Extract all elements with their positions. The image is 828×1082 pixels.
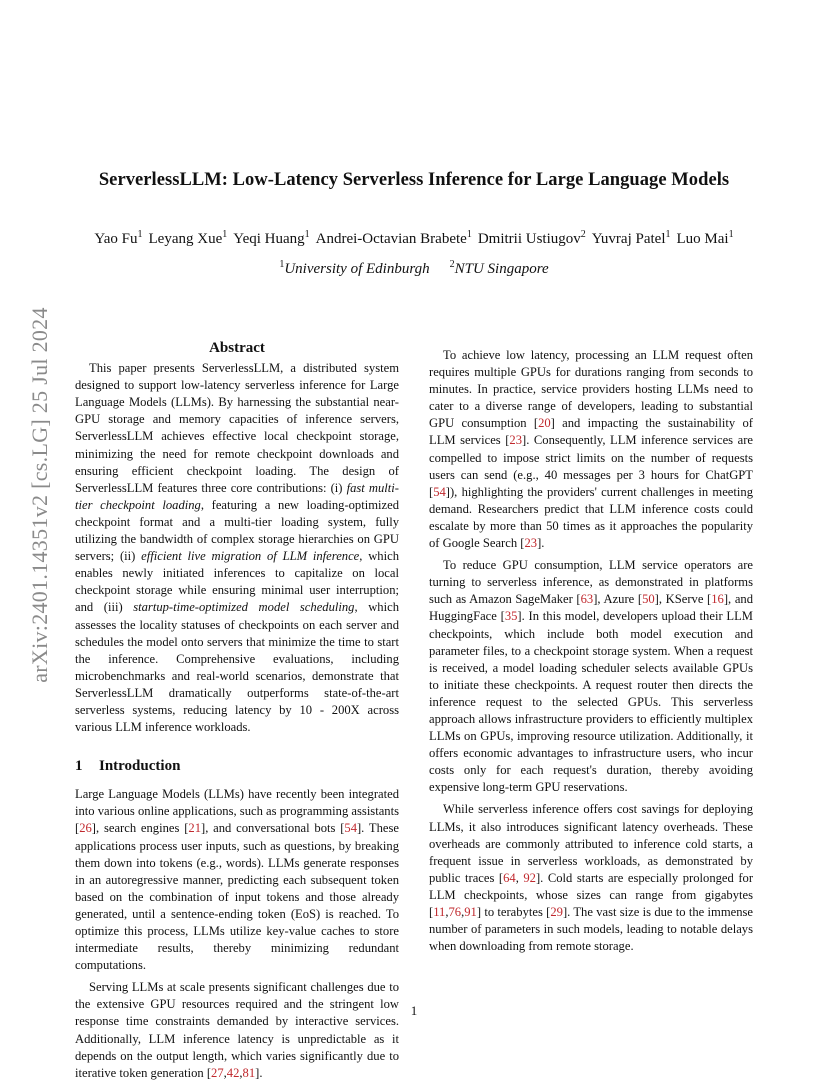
- affiliation-marker: 2: [449, 259, 455, 270]
- citation-link[interactable]: 54: [344, 821, 357, 836]
- citation-link[interactable]: 35: [504, 609, 518, 624]
- citation-link[interactable]: 21: [188, 821, 201, 836]
- author-name: Dmitrii Ustiugov$^2$: [477, 229, 586, 247]
- section-title: Introduction: [99, 758, 181, 775]
- citation-link[interactable]: 23: [524, 536, 538, 551]
- citation-link[interactable]: 42: [226, 1065, 240, 1080]
- intro-paragraph: To achieve low latency, processing an LLM request often requires multiple GPUs for durations ranging from seconds to minutes. In practice, service providers hosting LLMs need to cater to a diverse range of developers, leading to substantial GPU consumption [20] and impacting the sustainability of LLM services [23]. Consequently, LLM inference services are compelled to impose strict limits on the number of requests users can send (e.g., 40 messages per 3 hours for ChatGPT [54]), highlighting the providers' current challenges in meeting demand. Researchers predict that LLM inference costs could escalate by more than 50 times as it approaches the popularity of Google Search [23].: [429, 348, 753, 551]
- citation-link[interactable]: 20: [538, 416, 551, 431]
- section-number: 1: [75, 758, 83, 775]
- intro-paragraph: To reduce GPU consumption, LLM service operators are turning to serverless inference, as demonstrated in platforms such as Amazon SageMaker [63], Azure [50], KServe [16], and HuggingFace [35]. In this model, developers upload their LLM checkpoints, which include both model execution and parameter files, to a checkpoint storage system. When a request is received, a model loading scheduler selects available GPUs to initiate these checkpoints. A request router then directs the inference request to the selected GPUs. This serverless approach allows infrastructure providers to efficiently multiplex LLMs on GPUs, improving resource utilization. Additionally, it offers economic advantages to infrastructure users, who incur costs only for each request's duration, thereby avoiding expensive long-term GPU reservations.: [429, 558, 753, 795]
- citation-link[interactable]: 91: [464, 905, 477, 919]
- citation-link[interactable]: 76: [448, 905, 462, 919]
- citation-link[interactable]: 23: [509, 433, 523, 448]
- citation-link[interactable]: 54: [433, 484, 446, 499]
- page-number: 1: [410, 1003, 418, 1018]
- section-heading-introduction: [75, 758, 399, 775]
- emphasis-text: startup-time-optimized model scheduling: [133, 600, 355, 615]
- citation-link[interactable]: 26: [79, 821, 92, 836]
- author-name: Andrei-Octavian Brabete$^1$: [315, 229, 472, 247]
- left-column: [75, 340, 399, 1082]
- citation-link[interactable]: 81: [242, 1065, 256, 1080]
- citation-link[interactable]: 29: [550, 905, 563, 919]
- intro-paragraph: Large Language Models (LLMs) have recently been integrated into various online applications, such as programming assistants [26], search engines [21], and conversational bots [54]. These applications process user inputs, such as questions, by breaking them down into tokens (e.g., words). LLMs generate responses in an autoregressive manner, predicting each subsequent token based on the combination of input tokens and those already generated, until a sentence-ending token (EoS) is reached. To optimize this process, LLMs utilize key-value caches to store intermediate results, thereby minimizing redundant computations.: [75, 787, 399, 973]
- affiliation-marker: 1: [466, 229, 472, 240]
- author-list: [0, 229, 828, 248]
- author-name: Yuvraj Patel$^1$: [591, 229, 671, 247]
- affiliation: $^2$NTU Singapore: [449, 259, 549, 277]
- intro-paragraph: While serverless inference offers cost savings for deploying LLMs, it also introduces significant latency overheads. These overheads are commonly attributed to inference cold starts, a frequent issue in serverless workloads, as demonstrated by public traces [64, 92]. Cold starts are especially prolonged for LLM checkpoints, whose sizes can range from gigabytes [11,76,91] to terabytes [29]. The vast size is due to the immense number of parameters in such models, leading to notable delays when downloading from remote storage.: [429, 802, 754, 954]
- affiliation: $^1$University of Edinburgh: [279, 259, 430, 277]
- author-name: Yao Fu$^1$: [94, 229, 143, 247]
- citation-link[interactable]: 27: [211, 1065, 224, 1080]
- affiliation-marker: 1: [665, 229, 671, 240]
- affiliation-marker: 1: [279, 259, 285, 270]
- affiliation-marker: 1: [728, 229, 734, 240]
- emphasis-text: efficient live migration of LLM inference: [141, 549, 360, 564]
- affiliation-list: [0, 259, 828, 278]
- arxiv-identifier: arXiv:2401.14351v2 [cs.LG] 25 Jul 2024: [27, 307, 52, 683]
- author-name: Luo Mai$^1$: [676, 229, 734, 247]
- affiliation-marker: 1: [137, 229, 143, 240]
- abstract-heading: Abstract: [209, 340, 265, 356]
- paper-title: ServerlessLLM: Low-Latency Serverless Inference for Large Language Models: [98, 170, 730, 190]
- citation-link[interactable]: 63: [580, 592, 594, 607]
- affiliation-marker: 1: [222, 229, 228, 240]
- author-name: Leyang Xue$^1$: [148, 229, 228, 247]
- author-name: Yeqi Huang$^1$: [233, 229, 310, 247]
- affiliation-marker: 2: [580, 229, 586, 240]
- citation-link[interactable]: 64: [503, 870, 516, 885]
- citation-link[interactable]: 16: [711, 592, 724, 607]
- right-column: [429, 342, 753, 955]
- citation-link[interactable]: 50: [642, 592, 655, 607]
- abstract-body: This paper presents ServerlessLLM, a distributed system designed to support low-latency serverless inference for Large Language Models (LLMs). By harnessing the substantial near-GPU storage and memory capacities of inference servers, ServerlessLLM achieves effective local checkpoint storage, minimizing the need for remote checkpoint downloads and ensuring efficient checkpoint loading. The design of ServerlessLLM features three core contributions: (i) fast multi-tier checkpoint loading, featuring a new loading-optimized checkpoint format and a multi-tier loading system, fully utilizing the bandwidth of complex storage hierarchies on GPU servers; (ii) efficient live migration of LLM inference, which enables newly initiated inferences to capitalize on local checkpoint storage while ensuring minimal user interruption; and (iii) startup-time-optimized model scheduling, which assesses the locality statuses of checkpoints on each server and schedules the model onto servers that minimize the time to start the inference. Comprehensive evaluations, including microbenchmarks and real-world scenarios, demonstrate that ServerlessLLM dramatically outperforms state-of-the-art serverless systems, reducing latency by 10 - 200X across various LLM inference workloads.: [75, 361, 399, 735]
- emphasis-text: fast multi-tier checkpoint loading: [75, 480, 399, 512]
- affiliation-marker: 1: [304, 229, 310, 240]
- citation-link[interactable]: 92: [523, 870, 536, 885]
- intro-paragraph: Serving LLMs at scale presents significant challenges due to the extensive GPU resources required and the stringent low response time constraints demanded by interactive services. Additionally, LLM inference latency is unpredictable as it depends on the output length, which varies significantly due to iterative token generation [27,42,81].: [75, 980, 399, 1080]
- citation-link[interactable]: 11: [433, 905, 446, 919]
